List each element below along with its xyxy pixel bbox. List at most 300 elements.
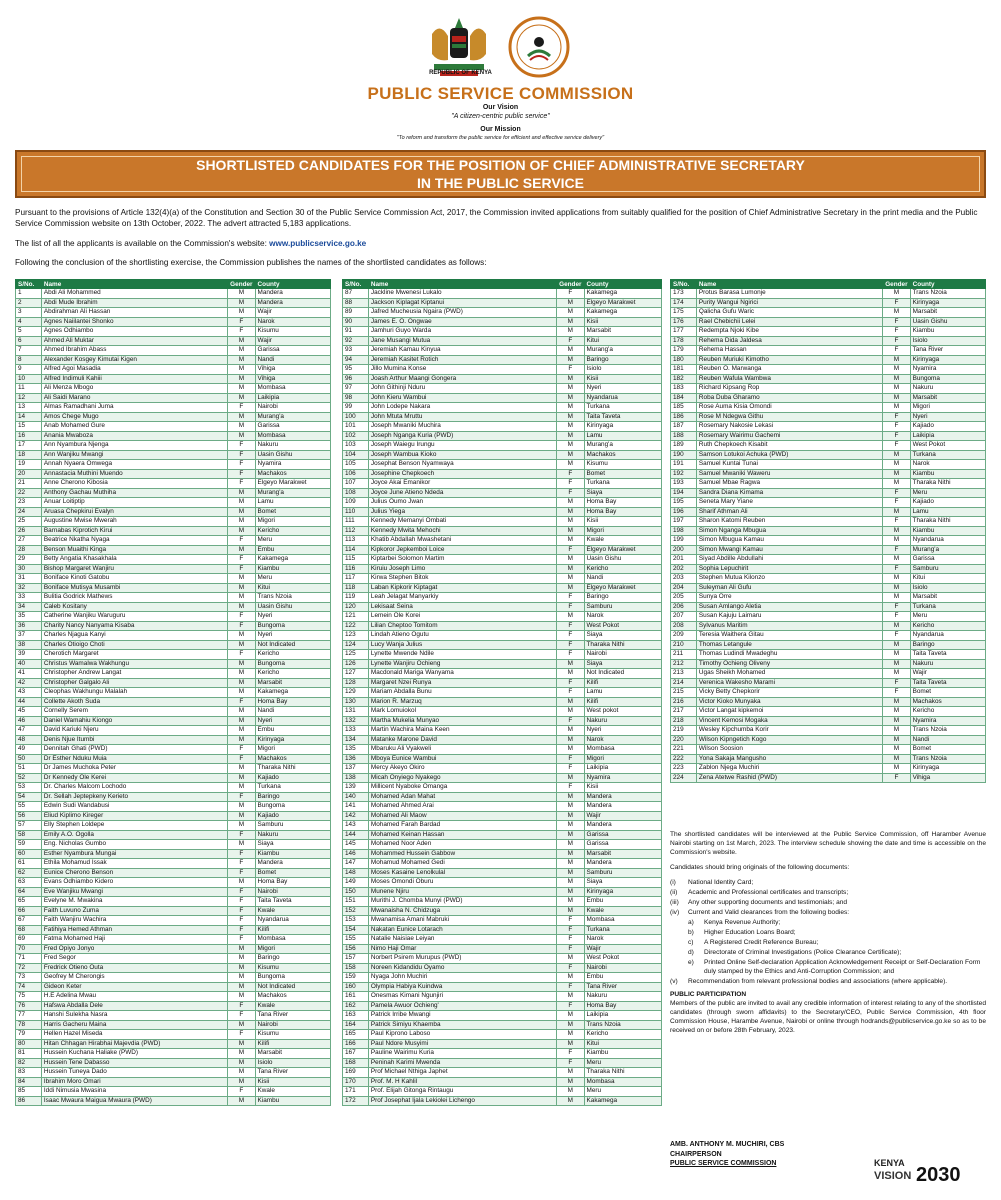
table-row xyxy=(671,564,986,574)
cell-gender: M xyxy=(557,802,584,812)
cell-county: Baringo xyxy=(584,355,662,365)
cell-county: Garissa xyxy=(910,555,985,565)
table-row xyxy=(16,811,331,821)
table-row xyxy=(16,431,331,441)
table-row xyxy=(343,612,662,622)
cell-gender: F xyxy=(228,868,255,878)
table-row xyxy=(16,1058,331,1068)
cell-gender: F xyxy=(557,469,584,479)
cell-sno: 149 xyxy=(343,878,369,888)
cell-sno: 102 xyxy=(343,431,369,441)
cell-sno: 49 xyxy=(16,745,42,755)
cell-gender: F xyxy=(557,1001,584,1011)
table-row xyxy=(16,308,331,318)
cell-sno: 109 xyxy=(343,498,369,508)
list-item: c) A Registered Credit Reference Bureau; xyxy=(688,939,819,946)
cell-gender: M xyxy=(557,1011,584,1021)
cell-county: Embu xyxy=(255,726,330,736)
cell-sno: 17 xyxy=(16,441,42,451)
cell-name: Nyaga John Muchiri xyxy=(368,973,556,983)
cell-name: Kipkoror Jepkemboi Loice xyxy=(368,545,556,555)
cell-sno: 125 xyxy=(343,650,369,660)
table-row xyxy=(16,460,331,470)
cell-sno: 118 xyxy=(343,583,369,593)
cell-county: Trans Nzoia xyxy=(910,726,985,736)
cell-name: Purity Wangui Ngirici xyxy=(696,298,882,308)
cell-county: Meru xyxy=(584,1087,662,1097)
col-sno: S/No. xyxy=(343,280,369,289)
table-row xyxy=(16,422,331,432)
cell-sno: 194 xyxy=(671,488,697,498)
cell-sno: 147 xyxy=(343,859,369,869)
vision-2030-logo xyxy=(874,1154,986,1194)
cell-name: Dr James Muchoka Peter xyxy=(41,764,227,774)
cell-gender: F xyxy=(557,678,584,688)
cell-gender: F xyxy=(883,336,910,346)
cell-name: Cornelly Serem xyxy=(41,707,227,717)
cell-gender: F xyxy=(883,431,910,441)
cell-county: Nyeri xyxy=(255,716,330,726)
cell-county: Kakamega xyxy=(255,555,330,565)
cell-county: Uasin Gishu xyxy=(255,450,330,460)
website-link[interactable]: www.publicservice.go.ke xyxy=(269,239,367,248)
cell-county: Lamu xyxy=(910,507,985,517)
cell-name: Cherotich Margaret xyxy=(41,650,227,660)
cell-gender: M xyxy=(557,346,584,356)
table-row xyxy=(16,412,331,422)
cell-sno: 95 xyxy=(343,365,369,375)
cell-name: Annastacia Muthini Muendo xyxy=(41,469,227,479)
cell-county: Meru xyxy=(584,1058,662,1068)
cell-county: Mandera xyxy=(584,792,662,802)
cell-name: Noreen Kidandidu Oyamo xyxy=(368,963,556,973)
cell-sno: 137 xyxy=(343,764,369,774)
list-item: (iv) Current and Valid clearances from the following bodies: xyxy=(670,909,850,916)
table-row xyxy=(671,678,986,688)
cell-county: Kisii xyxy=(255,1077,330,1087)
cell-sno: 212 xyxy=(671,659,697,669)
cell-name: Christopher Galgalo Ali xyxy=(41,678,227,688)
table-row xyxy=(671,431,986,441)
cell-name: Joseph Mwaniki Muchira xyxy=(368,422,556,432)
cell-name: Alfred Agoi Masadia xyxy=(41,365,227,375)
list-item: (iii) Any other supporting documents and testimonials; and xyxy=(670,899,848,906)
cell-name: Ali Saidi Marano xyxy=(41,393,227,403)
cell-county: Marsabit xyxy=(584,849,662,859)
table-row xyxy=(16,735,331,745)
table-row xyxy=(343,1058,662,1068)
table-row xyxy=(343,821,662,831)
cell-name: John Mtuta Mruttu xyxy=(368,412,556,422)
table-row xyxy=(343,840,662,850)
cell-gender: M xyxy=(557,583,584,593)
cell-name: Anuar Loitiptip xyxy=(41,498,227,508)
cell-name: Jackline Mwenesi Lukalo xyxy=(368,289,556,299)
cell-gender: M xyxy=(228,1058,255,1068)
cell-county: Not Indicated xyxy=(584,669,662,679)
cell-gender: F xyxy=(228,935,255,945)
clearance-bodies-list xyxy=(670,918,986,976)
cell-name: Susan Kajuju Laimaru xyxy=(696,612,882,622)
cell-sno: 53 xyxy=(16,783,42,793)
cell-sno: 13 xyxy=(16,403,42,413)
cell-county: Baringo xyxy=(255,954,330,964)
table-row xyxy=(343,982,662,992)
cell-gender: M xyxy=(557,840,584,850)
cell-gender: M xyxy=(228,783,255,793)
cell-gender: M xyxy=(883,745,910,755)
cell-name: Patrick Simiyu Khaemba xyxy=(368,1020,556,1030)
cell-county: Garissa xyxy=(584,840,662,850)
cell-name: Faith Luvuno Zuma xyxy=(41,906,227,916)
cell-gender: M xyxy=(228,574,255,584)
cell-gender: M xyxy=(228,583,255,593)
cell-county: Kirinyaga xyxy=(255,735,330,745)
table-row xyxy=(343,878,662,888)
table-row xyxy=(16,526,331,536)
cell-gender: M xyxy=(883,650,910,660)
table-row xyxy=(16,355,331,365)
cell-county: Taita Taveta xyxy=(910,678,985,688)
cell-sno: 32 xyxy=(16,583,42,593)
cell-sno: 208 xyxy=(671,621,697,631)
cell-name: Eliud Kiplimo Kireger xyxy=(41,811,227,821)
cell-gender: M xyxy=(228,973,255,983)
cell-sno: 45 xyxy=(16,707,42,717)
cell-gender: M xyxy=(557,1068,584,1078)
table-row xyxy=(16,726,331,736)
cell-sno: 160 xyxy=(343,982,369,992)
cell-sno: 18 xyxy=(16,450,42,460)
cell-county: Nyeri xyxy=(255,612,330,622)
cell-county: Nyandarua xyxy=(584,393,662,403)
cell-name: John Lodepe Nakara xyxy=(368,403,556,413)
cell-sno: 64 xyxy=(16,887,42,897)
table-row xyxy=(343,944,662,954)
cell-name: Christopher Andrew Langat xyxy=(41,669,227,679)
cell-county: Kericho xyxy=(584,564,662,574)
cell-gender: F xyxy=(228,1087,255,1097)
cell-name: Julius Yiega xyxy=(368,507,556,517)
table-row xyxy=(671,346,986,356)
cell-county: Vihiga xyxy=(255,365,330,375)
cell-sno: 24 xyxy=(16,507,42,517)
cell-name: Zena Atetwe Rashid (PWD) xyxy=(696,773,882,783)
table-row xyxy=(16,849,331,859)
cell-sno: 16 xyxy=(16,431,42,441)
table-row xyxy=(16,1020,331,1030)
cell-gender: F xyxy=(228,887,255,897)
cell-name: Reuben Muriuki Kimotho xyxy=(696,355,882,365)
cell-sno: 152 xyxy=(343,906,369,916)
cell-county: Mombasa xyxy=(255,431,330,441)
cell-gender: M xyxy=(883,289,910,299)
cell-name: Boniface Kinoti Gatobu xyxy=(41,574,227,584)
table-row xyxy=(16,840,331,850)
cell-county: Uasin Gishu xyxy=(255,602,330,612)
table-row xyxy=(343,593,662,603)
table-row xyxy=(343,792,662,802)
signatory-title: CHAIRPERSON xyxy=(670,1150,722,1158)
table-row xyxy=(671,745,986,755)
cell-sno: 108 xyxy=(343,488,369,498)
cell-gender: F xyxy=(228,650,255,660)
cell-county: Taita Taveta xyxy=(910,650,985,660)
cell-name: Vicky Betty Chepkorir xyxy=(696,688,882,698)
cell-gender: F xyxy=(557,688,584,698)
cell-county: Kericho xyxy=(255,669,330,679)
table-row xyxy=(16,498,331,508)
cell-sno: 107 xyxy=(343,479,369,489)
applicants-list-note xyxy=(15,239,986,250)
table-row xyxy=(343,298,662,308)
interview-notes xyxy=(670,830,986,1041)
cell-gender: M xyxy=(883,640,910,650)
cell-sno: 211 xyxy=(671,650,697,660)
table-row xyxy=(16,1039,331,1049)
cell-county: Kisii xyxy=(584,783,662,793)
cell-name: Rosemary Nakosie Lekasi xyxy=(696,422,882,432)
cell-sno: 96 xyxy=(343,374,369,384)
cell-sno: 215 xyxy=(671,688,697,698)
table-row xyxy=(671,469,986,479)
cell-name: Ahmed Ali Muktar xyxy=(41,336,227,346)
cell-county: West pokot xyxy=(584,707,662,717)
cell-sno: 195 xyxy=(671,498,697,508)
cell-county: Kisumu xyxy=(255,1030,330,1040)
cell-county: Murang'a xyxy=(910,545,985,555)
cell-gender: F xyxy=(883,678,910,688)
table-row xyxy=(343,1039,662,1049)
table-row xyxy=(343,469,662,479)
table-row xyxy=(343,640,662,650)
list-item: b) Higher Education Loans Board; xyxy=(688,929,796,936)
cell-county: Kisii xyxy=(584,517,662,527)
cell-sno: 133 xyxy=(343,726,369,736)
cell-county: West Pokot xyxy=(910,441,985,451)
table-row xyxy=(671,479,986,489)
cell-sno: 30 xyxy=(16,564,42,574)
cell-name: Pamela Awuor Ochieng' xyxy=(368,1001,556,1011)
cell-gender: M xyxy=(557,726,584,736)
table-header-row xyxy=(671,280,986,289)
table-row xyxy=(16,517,331,527)
cell-sno: 214 xyxy=(671,678,697,688)
cell-sno: 9 xyxy=(16,365,42,375)
table-row xyxy=(16,669,331,679)
cell-gender: F xyxy=(557,764,584,774)
cell-sno: 221 xyxy=(671,745,697,755)
cell-county: Kisii xyxy=(584,317,662,327)
cell-gender: M xyxy=(228,355,255,365)
table-row xyxy=(343,726,662,736)
list-item: (v) Recommendation from relevant professional bodies and associations (where applicable). xyxy=(670,978,948,985)
table-row xyxy=(343,935,662,945)
cell-sno: 59 xyxy=(16,840,42,850)
cell-county: Bungoma xyxy=(255,802,330,812)
cell-county: Lamu xyxy=(584,431,662,441)
cell-sno: 198 xyxy=(671,526,697,536)
cell-county: Nyamira xyxy=(910,365,985,375)
table-row xyxy=(343,393,662,403)
cell-name: Wilson Kipngetich Kogo xyxy=(696,735,882,745)
cell-county: Kericho xyxy=(255,650,330,660)
cell-county: Marsabit xyxy=(584,327,662,337)
cell-gender: F xyxy=(557,365,584,375)
cell-county: Kirinyaga xyxy=(910,355,985,365)
cell-name: Collette Akoth Suda xyxy=(41,697,227,707)
cell-gender: M xyxy=(883,536,910,546)
table-row xyxy=(343,849,662,859)
cell-county: Migori xyxy=(584,526,662,536)
table-row xyxy=(16,327,331,337)
cell-name: Suleyman Ali Gufu xyxy=(696,583,882,593)
cell-gender: M xyxy=(557,517,584,527)
cell-sno: 131 xyxy=(343,707,369,717)
cell-county: Mandera xyxy=(255,859,330,869)
cell-gender: M xyxy=(228,393,255,403)
cell-sno: 117 xyxy=(343,574,369,584)
cell-name: Jafred Mucheusia Ngaira (PWD) xyxy=(368,308,556,318)
cell-gender: F xyxy=(883,688,910,698)
cell-county: Nakuru xyxy=(584,716,662,726)
cell-sno: 38 xyxy=(16,640,42,650)
cell-name: Prof. Elijah Gitonga Rintaugu xyxy=(368,1087,556,1097)
cell-county: Nyandarua xyxy=(255,916,330,926)
table-row xyxy=(343,517,662,527)
cell-sno: 1 xyxy=(16,289,42,299)
cell-county: Mandera xyxy=(584,859,662,869)
cell-county: Vihiga xyxy=(255,374,330,384)
table-row xyxy=(343,1087,662,1097)
cell-county: Kericho xyxy=(910,621,985,631)
cell-gender: M xyxy=(883,726,910,736)
cell-county: Kajiado xyxy=(910,422,985,432)
cell-county: Kirinyaga xyxy=(910,764,985,774)
cell-gender: M xyxy=(557,441,584,451)
cell-county: Kericho xyxy=(584,1030,662,1040)
documents-list-tail xyxy=(670,977,986,986)
cell-name: Prof. M. H Kahlil xyxy=(368,1077,556,1087)
cell-gender: M xyxy=(557,431,584,441)
table-row xyxy=(671,726,986,736)
cell-county: Bomet xyxy=(255,868,330,878)
cell-gender: F xyxy=(557,602,584,612)
cell-gender: F xyxy=(557,593,584,603)
cell-name: Reuben O. Marwanga xyxy=(696,365,882,375)
cell-name: Hussein Kuchana Haliake (PWD) xyxy=(41,1049,227,1059)
cell-gender: M xyxy=(883,355,910,365)
cell-gender: M xyxy=(557,735,584,745)
cell-county: Embu xyxy=(584,897,662,907)
cell-gender: M xyxy=(883,479,910,489)
cell-sno: 21 xyxy=(16,479,42,489)
cell-county: Kajiado xyxy=(255,773,330,783)
table-row xyxy=(343,802,662,812)
cell-sno: 79 xyxy=(16,1030,42,1040)
table-row xyxy=(16,745,331,755)
table-row xyxy=(671,773,986,783)
banner-line-2: IN THE PUBLIC SERVICE xyxy=(417,175,584,191)
table-row xyxy=(16,916,331,926)
cell-name: Moses Kasaine Lenolkulal xyxy=(368,868,556,878)
cell-gender: M xyxy=(228,422,255,432)
cell-sno: 180 xyxy=(671,355,697,365)
cell-name: Nakatan Eunice Lotarach xyxy=(368,925,556,935)
cell-sno: 97 xyxy=(343,384,369,394)
cell-county: Mandera xyxy=(584,802,662,812)
cell-gender: M xyxy=(228,716,255,726)
interview-text: The shortlisted candidates will be interviewed at the Public Service Commission, off Haramber Avenue Nairobi starting on 1st March, 2023. The interview schedule showing the date and time is accessible on the Commission's website. xyxy=(670,831,986,856)
cell-county: Turkana xyxy=(584,925,662,935)
cell-sno: 87 xyxy=(343,289,369,299)
cell-name: Stephen Mutua Kilonzo xyxy=(696,574,882,584)
table-row xyxy=(343,336,662,346)
table-row xyxy=(671,365,986,375)
public-participation-text: Members of the public are invited to avail any credible information of interest relating to any of the shortlisted candidates (through sworn affidavits) to the Secretary/CEO, Public Service Commission, 4th floor Commission House, Harambe Avenue, Nairobi or online through hodrands@publicservice.go.ke so as to be received on or before 28th February, 2023. xyxy=(670,1000,986,1034)
cell-county: Trans Nzoia xyxy=(910,289,985,299)
cell-sno: 48 xyxy=(16,735,42,745)
table-row xyxy=(671,317,986,327)
cell-name: Samson Lotukoi Achuka (PWD) xyxy=(696,450,882,460)
cell-sno: 81 xyxy=(16,1049,42,1059)
cell-sno: 51 xyxy=(16,764,42,774)
cell-gender: F xyxy=(557,935,584,945)
cell-gender: M xyxy=(557,697,584,707)
cell-name: Paul Kiprono Laboso xyxy=(368,1030,556,1040)
cell-county: Marsabit xyxy=(910,593,985,603)
cell-county: Kwale xyxy=(255,1001,330,1011)
cell-name: Lynette Mwende Ndile xyxy=(368,650,556,660)
table-row xyxy=(671,393,986,403)
cell-county: Tharaka Nithi xyxy=(910,479,985,489)
cell-gender: M xyxy=(557,773,584,783)
cell-sno: 164 xyxy=(343,1020,369,1030)
table-row xyxy=(671,460,986,470)
table-row xyxy=(343,621,662,631)
commission-title: PUBLIC SERVICE COMMISSION xyxy=(367,84,634,103)
cell-name: Sophia Lepuchirit xyxy=(696,564,882,574)
cell-sno: 196 xyxy=(671,507,697,517)
cell-gender: F xyxy=(883,327,910,337)
cell-name: Khatib Abdallah Mwashetani xyxy=(368,536,556,546)
cell-gender: M xyxy=(228,1049,255,1059)
cell-county: Trans Nzoia xyxy=(584,1020,662,1030)
cell-gender: M xyxy=(228,1039,255,1049)
cell-sno: 112 xyxy=(343,526,369,536)
cell-name: Matanke Marone David xyxy=(368,735,556,745)
table-row xyxy=(671,403,986,413)
cell-name: Wilson Soosion xyxy=(696,745,882,755)
col-gender: Gender xyxy=(883,280,910,289)
cell-name: Timothy Ochieng Oliveny xyxy=(696,659,882,669)
cell-name: Josephat Benson Nyamwaya xyxy=(368,460,556,470)
cell-sno: 42 xyxy=(16,678,42,688)
cell-gender: M xyxy=(883,308,910,318)
cell-name: Eng. Nicholas Gumbo xyxy=(41,840,227,850)
cell-sno: 41 xyxy=(16,669,42,679)
cell-name: Macdonald Mariga Wanyama xyxy=(368,669,556,679)
table-row xyxy=(16,906,331,916)
cell-county: Garissa xyxy=(255,422,330,432)
cell-name: Sandra Diana Kimama xyxy=(696,488,882,498)
cell-name: Lucy Wanja Julius xyxy=(368,640,556,650)
col-name: Name xyxy=(696,280,882,289)
cell-county: Kilifi xyxy=(584,697,662,707)
cell-name: Pauline Wairimu Kuria xyxy=(368,1049,556,1059)
cell-name: Rael Chebichii Lelei xyxy=(696,317,882,327)
cell-county: Baringo xyxy=(910,640,985,650)
